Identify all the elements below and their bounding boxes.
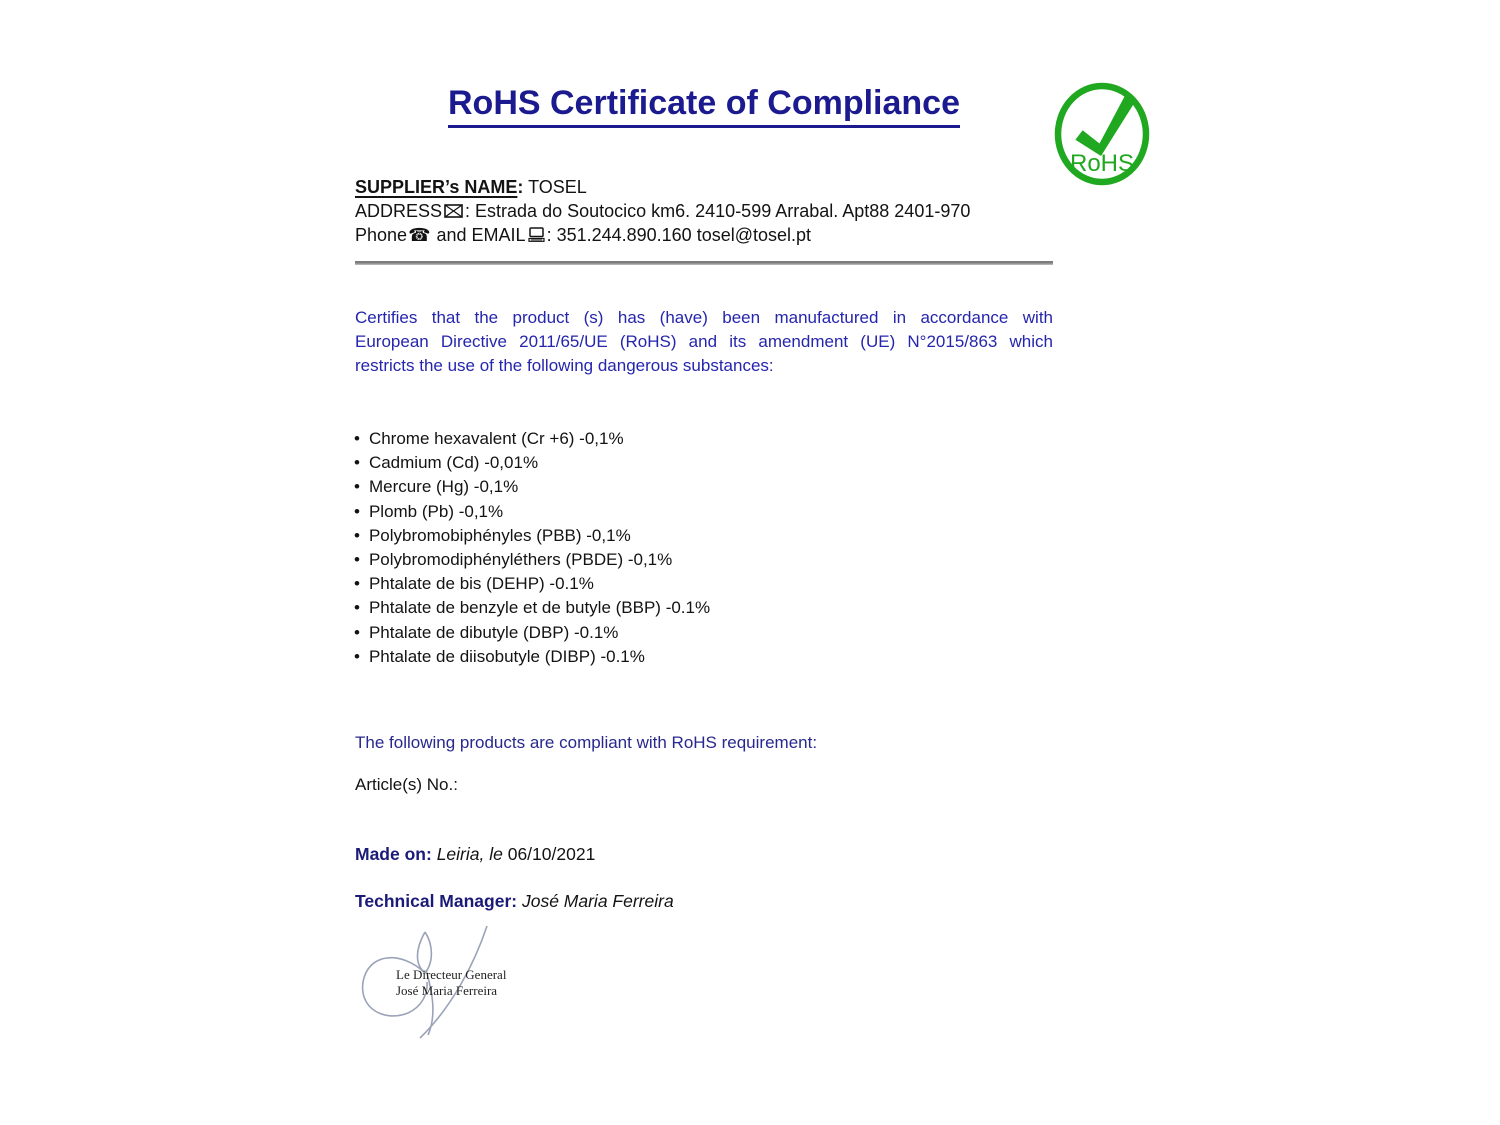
made-on-label: Made on: — [355, 844, 432, 864]
phone-icon: ☎ — [408, 225, 431, 245]
substance-item — [354, 621, 710, 645]
contact-value: : 351.244.890.160 tosel@tosel.pt — [546, 225, 812, 245]
signature-name: José Maria Ferreira — [396, 982, 498, 998]
certification-paragraph — [355, 306, 1053, 378]
substance-text: Phtalate de benzyle et de butyle (BBP) -0.1% — [368, 598, 711, 618]
made-on-line — [355, 844, 595, 865]
substance-item — [354, 645, 710, 669]
made-on-date: 06/10/2021 — [507, 844, 596, 864]
computer-icon — [528, 227, 545, 242]
supplier-name-line — [355, 175, 970, 199]
substance-text: Polybromodiphényléthers (PBDE) -0,1% — [368, 550, 673, 570]
made-on-place: Leiria, le — [436, 844, 503, 864]
substance-item — [354, 524, 710, 548]
substance-item — [354, 500, 710, 524]
substance-text: Plomb (Pb) -0,1% — [368, 501, 504, 521]
phone-label: Phone — [355, 225, 408, 245]
divider-rule — [355, 261, 1053, 265]
address-label: ADDRESS — [355, 201, 443, 221]
certification-line-2: European Directive 2011/65/UE (RoHS) and its amendment (UE) N°2015/863 which — [355, 332, 1053, 351]
and-email-label: and EMAIL — [436, 225, 526, 245]
substance-text: Phtalate de dibutyle (DBP) -0.1% — [368, 622, 619, 642]
compliance-statement: The following products are compliant with RoHS requirement: — [355, 733, 818, 752]
substance-text: Mercure (Hg) -0,1% — [368, 477, 519, 497]
technical-manager-name: José Maria Ferreira — [521, 891, 674, 911]
substance-item — [354, 427, 710, 451]
rohs-logo — [1054, 82, 1150, 186]
technical-manager-label: Technical Manager: — [355, 891, 518, 911]
certification-line-3: restricts the use of the following dangerous substances: — [355, 356, 774, 375]
signature-block — [356, 920, 526, 1060]
rohs-logo-graphic — [1054, 82, 1150, 186]
substance-text: Phtalate de bis (DEHP) -0.1% — [368, 574, 594, 594]
supplier-name-value: TOSEL — [528, 177, 587, 197]
checkmark-icon — [1075, 94, 1136, 156]
substance-item — [354, 548, 710, 572]
certification-line-1: Certifies that the product (s) has (have) been manufactured in accordance with — [355, 308, 1053, 327]
substance-text: Phtalate de diisobutyle (DIBP) -0.1% — [368, 646, 645, 666]
substances-list — [354, 427, 710, 669]
substance-item — [354, 475, 710, 499]
article-number-label: Article(s) No.: — [355, 775, 458, 794]
supplier-name-colon: : — [517, 177, 524, 197]
page-title: RoHS Certificate of Compliance — [448, 84, 960, 128]
substance-item — [354, 596, 710, 620]
supplier-block — [355, 175, 970, 247]
substance-item — [354, 451, 710, 475]
supplier-address-line — [355, 199, 970, 223]
substance-text: Chrome hexavalent (Cr +6) -0,1% — [368, 429, 624, 448]
address-value: : Estrada do Soutocico km6. 2410-599 Arrabal. Apt88 2401-970 — [465, 201, 971, 221]
logo-label: RoHS — [1069, 150, 1135, 177]
supplier-contact-line — [355, 223, 970, 247]
envelope-icon — [444, 204, 463, 218]
title-row — [355, 84, 1053, 128]
signature-text — [396, 967, 506, 998]
substance-text: Polybromobiphényles (PBB) -0,1% — [368, 525, 631, 545]
technical-manager-line — [355, 891, 674, 912]
signature-title: Le Directeur General — [396, 967, 507, 982]
substance-item — [354, 572, 710, 596]
supplier-name-label: SUPPLIER’s NAME — [355, 177, 518, 197]
substance-text: Cadmium (Cd) -0,01% — [368, 453, 539, 473]
